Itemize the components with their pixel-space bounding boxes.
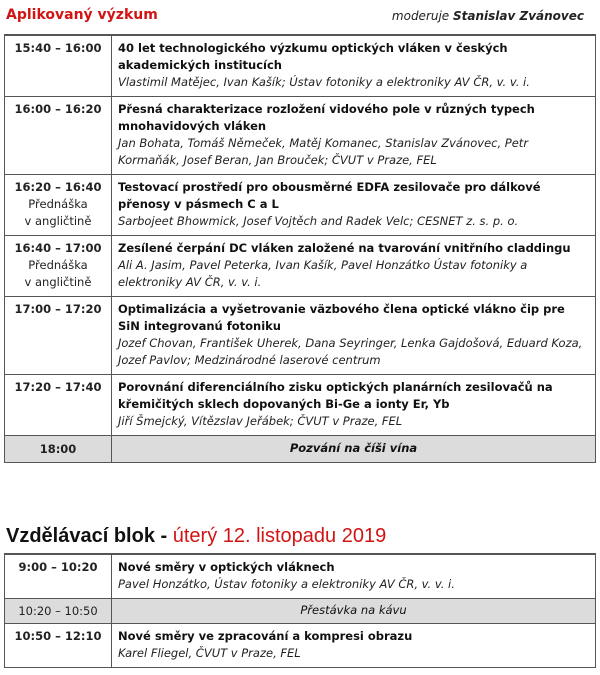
section-header-applied-research xyxy=(0,0,600,30)
section-date: úterý 12. listopadu 2019 xyxy=(172,525,387,547)
talk-authors: Jiří Šmejcký, Vítězslav Jeřábek; ČVUT v Praze, FEL xyxy=(118,414,403,428)
moderator-name: Stanislav Zvánovec xyxy=(453,9,584,23)
talk-authors: Karel Fliegel, ČVUT v Praze, FEL xyxy=(118,646,301,660)
table-row xyxy=(5,554,596,599)
talk-authors: Sarbojeet Bhowmick, Josef Vojtěch and Radek Velc; CESNET z. s. p. o. xyxy=(118,214,519,228)
language-note: v angličtině xyxy=(24,214,92,228)
talk-cell xyxy=(112,375,596,436)
language-note: Přednáška xyxy=(28,197,88,211)
section-title: Aplikovaný výzkum xyxy=(6,7,158,23)
talk-title: Nové směry v optických vláknech xyxy=(118,560,335,574)
talk-cell xyxy=(112,297,596,375)
table-row xyxy=(5,624,596,668)
time-cell: 9:00 – 10:20 xyxy=(5,554,112,599)
time-cell: 15:40 – 16:00 xyxy=(5,35,112,97)
talk-title: Porovnání diferenciálního zisku optických planárních zesilovačů na křemičitých sklech dopovaných Bi-Ge a ionty Er, Yb xyxy=(118,380,553,411)
talk-authors: Pavel Honzátko, Ústav fotoniky a elektroniky AV ČR, v. v. i. xyxy=(118,577,455,591)
table-row xyxy=(5,236,596,297)
talk-cell xyxy=(112,554,596,599)
table-row xyxy=(5,97,596,175)
table-row-break xyxy=(5,599,596,624)
talk-title: Testovací prostředí pro obousměrné EDFA zesilovače pro dálkové přenosy v pásmech C a L xyxy=(118,180,541,211)
closing-label: Pozvání na číši vína xyxy=(112,436,596,463)
language-note: v angličtině xyxy=(24,275,92,289)
time-cell: 17:00 – 17:20 xyxy=(5,297,112,375)
talk-title: Optimalizácia a vyšetrovanie väzbového člena optické vlákno čip pre SiN integrovanú fotoniku xyxy=(118,302,565,333)
time-cell: 17:20 – 17:40 xyxy=(5,375,112,436)
talk-authors: Jozef Chovan, František Uherek, Dana Seyringer, Lenka Gajdošová, Eduard Koza, Jozef Pavlov; Medzinárodné laserové centrum xyxy=(118,336,583,367)
break-label: Přestávka na kávu xyxy=(112,599,596,624)
talk-title: Nové směry ve zpracování a kompresi obrazu xyxy=(118,629,413,643)
talk-cell xyxy=(112,175,596,236)
time-cell: 16:40 – 17:00 Přednáška v angličtině xyxy=(5,236,112,297)
talk-title: Přesná charakterizace rozložení vidového pole v různých typech mnohavidových vláken xyxy=(118,102,535,133)
time-cell: 10:50 – 12:10 xyxy=(5,624,112,668)
table-row xyxy=(5,175,596,236)
table-row xyxy=(5,35,596,97)
talk-cell xyxy=(112,624,596,668)
talk-authors: Vlastimil Matějec, Ivan Kašík; Ústav fotoniky a elektroniky AV ČR, v. v. i. xyxy=(118,75,530,89)
schedule-table-applied-research xyxy=(4,34,596,463)
talk-authors: Ali A. Jasim, Pavel Peterka, Ivan Kašík, Pavel Honzátko Ústav fotoniky a elektroniky AV ČR, v. v. i. xyxy=(118,258,528,289)
talk-cell xyxy=(112,236,596,297)
table-row xyxy=(5,375,596,436)
time-cell: 10:20 – 10:50 xyxy=(5,599,112,624)
time-cell: 16:20 – 16:40 Přednáška v angličtině xyxy=(5,175,112,236)
time-cell: 16:00 – 16:20 xyxy=(5,97,112,175)
language-note: Přednáška xyxy=(28,258,88,272)
schedule-table-education-block xyxy=(4,553,596,668)
talk-title: Zesílené čerpání DC vláken založené na tvarování vnitřního claddingu xyxy=(118,241,571,255)
talk-authors: Jan Bohata, Tomáš Němeček, Matěj Komanec, Stanislav Zvánovec, Petr Kormaňák, Josef Beran, Jan Brouček; ČVUT v Praze, FEL xyxy=(118,136,529,167)
talk-cell xyxy=(112,35,596,97)
moderator: moderuje Stanislav Zvánovec xyxy=(391,9,584,23)
talk-cell xyxy=(112,97,596,175)
time-cell: 18:00 xyxy=(5,436,112,463)
table-row-closing xyxy=(5,436,596,463)
table-row xyxy=(5,297,596,375)
section-title-education-block: Vzdělávací blok - úterý 12. listopadu 2019 xyxy=(6,525,387,547)
talk-title: 40 let technologického výzkumu optických vláken v českých akademických institucích xyxy=(118,41,508,72)
